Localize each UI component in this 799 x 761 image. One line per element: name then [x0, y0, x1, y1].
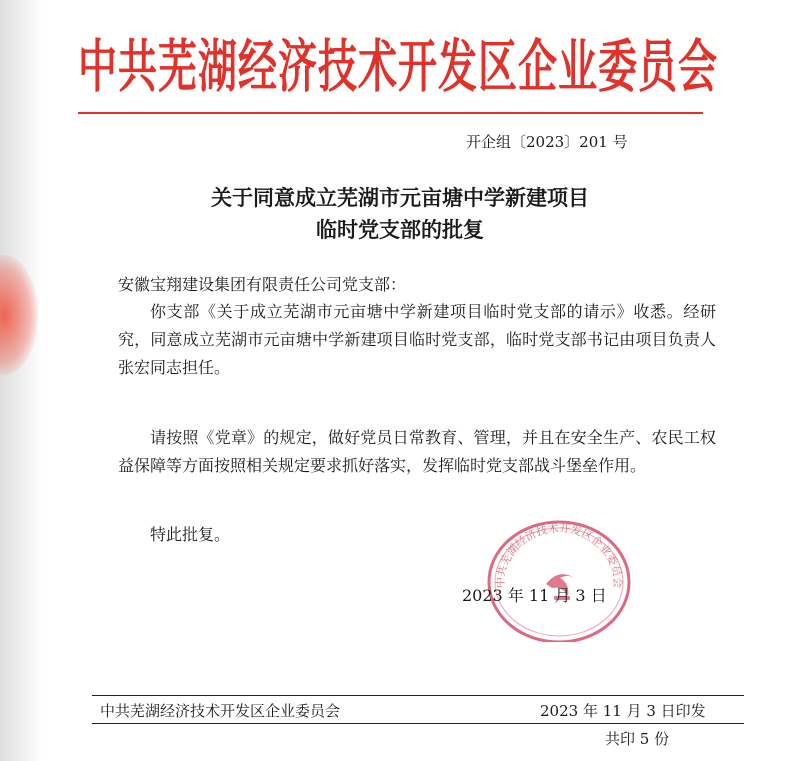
document-title — [80, 182, 720, 246]
body-paragraph-2: 请按照《党章》的规定，做好党员日常教育、管理，并且在安全生产、农民工权益保障等方面按照相关规定要求抓好落实，发挥临时党支部战斗堡垒作用。 — [118, 428, 716, 475]
official-seal — [484, 512, 634, 642]
footer-rule-top — [92, 695, 744, 696]
signature-date: 2023 年 11 月 3 日 — [462, 586, 607, 605]
recipient-line: 安徽宝翔建设集团有限责任公司党支部： — [118, 275, 407, 294]
seal-text: 中共芜湖经济技术开发区企业委员会 — [493, 521, 625, 589]
header-red-rule — [78, 112, 703, 114]
document-title-line2: 临时党支部的批复 — [316, 218, 484, 242]
footer-print-date: 2023 年 11 月 3 日印发 — [540, 702, 706, 720]
document-title-line1: 关于同意成立芜湖市元亩塘中学新建项目 — [211, 186, 589, 210]
scan-edge-shadow — [0, 0, 42, 761]
footer-rule-bottom — [92, 723, 744, 724]
body-paragraph-1: 你支部《关于成立芜湖市元亩塘中学新建项目临时党支部的请示》收悉。经研究，同意成立芜湖市元亩塘中学新建项目临时党支部，临时党支部书记由项目负责人张宏同志担任。 — [118, 302, 716, 377]
document-number: 开企组〔2023〕201 号 — [466, 133, 628, 151]
closing-line: 特此批复。 — [150, 525, 231, 544]
document-header-title: 中共芜湖经济技术开发区企业委员会 — [78, 35, 719, 101]
footer-issuer: 中共芜湖经济技术开发区企业委员会 — [100, 702, 341, 720]
footer-copies: 共印 5 份 — [605, 730, 670, 748]
